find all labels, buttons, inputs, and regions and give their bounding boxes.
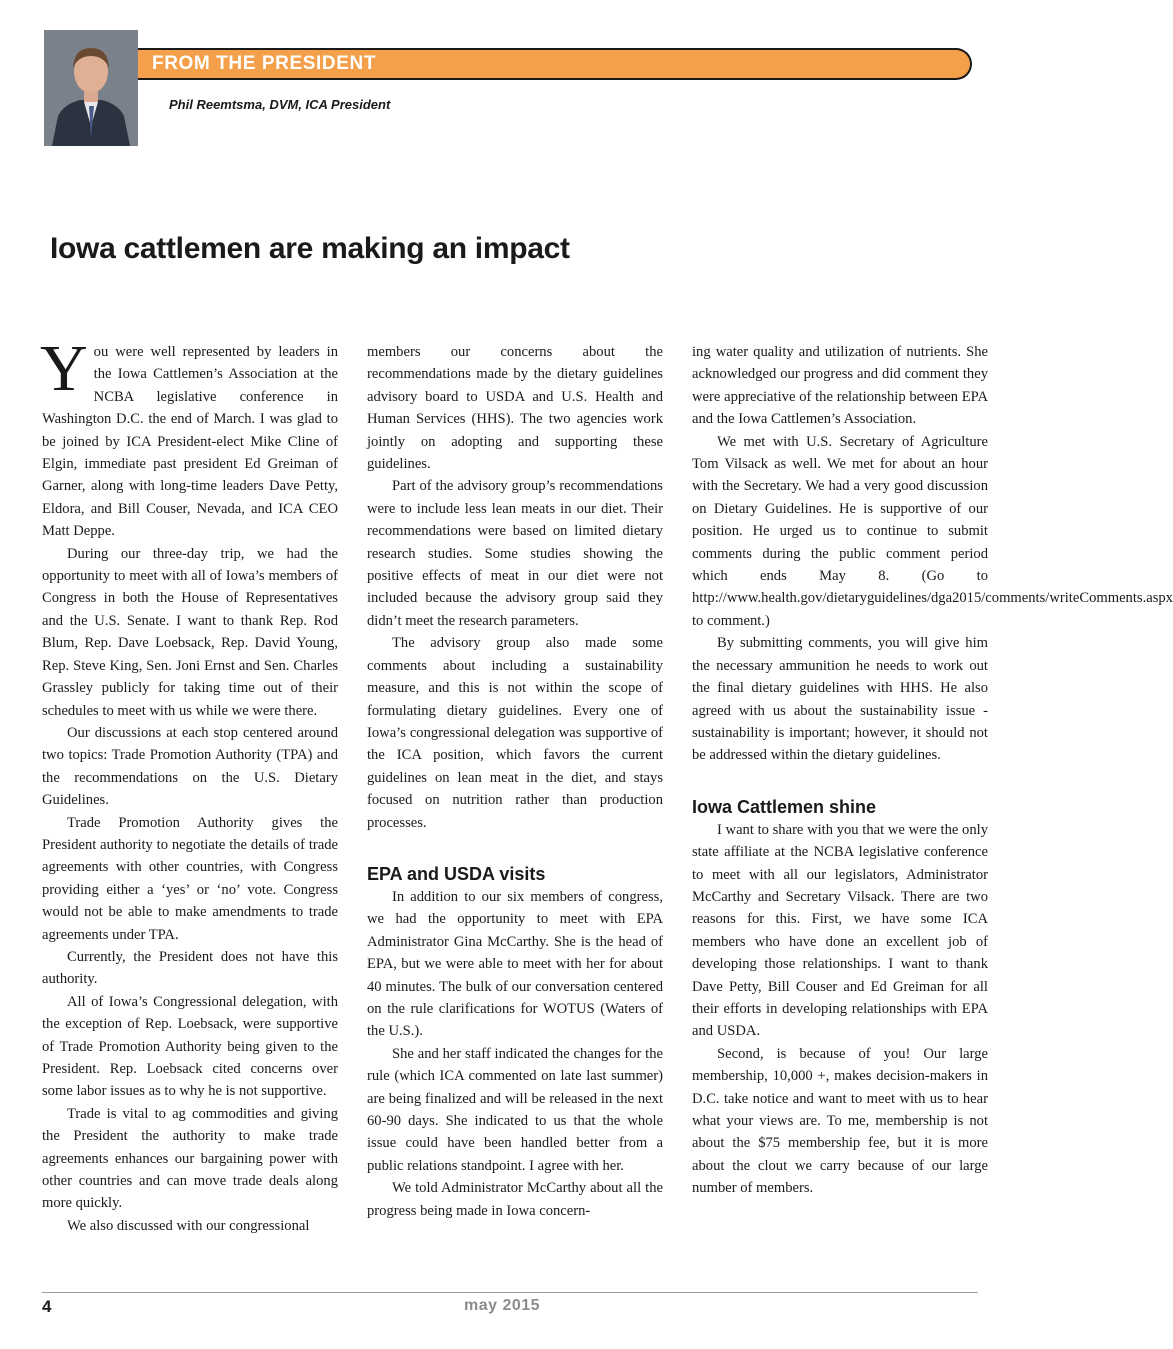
author-byline: Phil Reemtsma, DVM, ICA President <box>169 97 391 112</box>
paragraph: She and her staff indicated the changes for the rule (which ICA commented on late last summer) are being finalized and will be released in the next 60-90 days. She indicated to us that the whole issue could have been handled better from a public relations standpoint. I agree with her. <box>367 1045 663 1174</box>
paragraph: members our concerns about the recommendations made by the dietary guidelines advisory board to USDA and U.S. Health and Human Services (HHS). The two agencies work jointly on adopting and supporting these guidelines. <box>367 344 663 473</box>
paragraph: Our discussions at each stop centered around two topics: Trade Promotion Authority (TPA) and the recommendations on the U.S. Dietary Guidelines. <box>42 724 338 809</box>
footer-divider <box>42 1292 978 1293</box>
drop-cap: Y <box>40 332 88 405</box>
paragraph: Trade Promotion Authority gives the President authority to negotiate the details of trade agreements with other countries, with Congress providing either a ‘yes’ or ‘no’ vote. Congress would not be able to make amendments to trade agreements under TPA. <box>42 814 338 943</box>
issue-date: may 2015 <box>464 1297 541 1314</box>
paragraph: Trade is vital to ag commodities and giving the President the authority to make trade agreements enhances our bargaining power with other countries and can move trade deals along more quickly. <box>42 1105 338 1212</box>
paragraph-text: ou were well represented by leaders in the Iowa Cattlemen’s Association at the NCBA legislative conference in Washington D.C. the end of March. I was glad to be joined by ICA President-elect Mike Cline of Elgin, immediate past president Ed Greiman of Garner, along with long-time leaders Dave Petty, Eldora, and Bill Couser, Nevada, and ICA CEO Matt Deppe. <box>42 344 338 540</box>
paragraph: ing water quality and utilization of nutrients. She acknowledged our progress and did comment they were appreciative of the relationship between EPA and the Iowa Cattlemen’s Association. <box>692 344 988 428</box>
paragraph: We told Administrator McCarthy about all the progress being made in Iowa concern- <box>367 1180 663 1219</box>
paragraph: We met with U.S. Secretary of Agriculture Tom Vilsack as well. We met for about an hour with the Secretary. We had a very good discussion on Dietary Guidelines. He is supportive of our position. He urged us to continue to submit comments during the public comment period which ends May 8. (Go to http://www.health.gov/dietaryguidelines/dga2015/comments/writeComments.aspx to comment.) <box>692 433 1173 629</box>
paragraph: In addition to our six members of congress, we had the opportunity to meet with EPA Administrator Gina McCarthy. She is the head of EPA, but we were able to meet with her for about 40 minutes. The bulk of our conversation centered on the rule clarifications for WOTUS (Waters of the U.S.). <box>367 888 663 1040</box>
paragraph: During our three-day trip, we had the opportunity to meet with all of Iowa’s members of Congress in both the House of Representatives and the U.S. Senate. I want to thank Rep. Rod Blum, Rep. Dave Loebsack, Rep. David Young, Rep. Steve King, Sen. Joni Ernst and Sen. Charles Grassley publicly for taking time out of their schedules to meet with us while we were there. <box>42 545 338 719</box>
president-portrait-photo <box>44 30 138 146</box>
paragraph: Part of the advisory group’s recommendations were to include less lean meats in our diet. Their recommendations were based on limited dietary research studies. Some studies showing the positive effects of meat in our diet were not included because the advisory group said they didn’t meet the research parameters. <box>367 478 663 629</box>
subhead-iowa-cattlemen-shine: Iowa Cattlemen shine <box>692 796 877 817</box>
paragraph: I want to share with you that we were the only state affiliate at the NCBA legislative conference to meet with all our legislators, Administrator McCarthy and Secretary Vilsack. There are two reasons for this. First, we have some ICA members who have done an excellent job of developing those relationships. I want to thank Dave Petty, Bill Couser and Ed Greiman for all their efforts in developing relationships with EPA and USDA. <box>692 821 988 1040</box>
paragraph: All of Iowa’s Congressional delegation, with the exception of Rep. Loebsack, were supportive of Trade Promotion Authority being given to the President. Rep. Loebsack cited concerns over some labor issues as to why he is not supportive. <box>42 993 338 1100</box>
paragraph: Currently, the President does not have this authority. <box>42 948 338 988</box>
page-number: 4 <box>42 1297 52 1316</box>
paragraph: The advisory group also made some comments about including a sustainability measure, and this is not within the scope of formulating dietary guidelines. Every one of Iowa’s congressional delegation was supportive of the ICA position, which favors the current guidelines on lean meat in the diet, and stays focused on nutrition rather than production processes. <box>367 635 663 831</box>
paragraph <box>40 332 338 543</box>
article-column-3 <box>692 341 1173 1200</box>
paragraph: Second, is because of you! Our large membership, 10,000 +, makes decision-makers in D.C. take notice and want to meet with us to hear what your views are. To me, membership is not about the $75 membership fee, but it is more about the clout we carry because of our large number of members. <box>692 1045 988 1197</box>
section-title: FROM THE PRESIDENT <box>152 53 377 74</box>
paragraph: We also discussed with our congressional <box>67 1217 310 1234</box>
article-column-1 <box>40 332 338 1237</box>
paragraph: By submitting comments, you will give him the necessary ammunition he needs to work out the final dietary guidelines with HHS. He also agreed with us about the sustainability issue - sustainability is important; however, it should not be addressed within the dietary guidelines. <box>692 635 988 764</box>
article-column-2 <box>367 341 663 1222</box>
article-headline: Iowa cattlemen are making an impact <box>50 232 570 265</box>
subhead-epa-usda: EPA and USDA visits <box>367 863 546 884</box>
